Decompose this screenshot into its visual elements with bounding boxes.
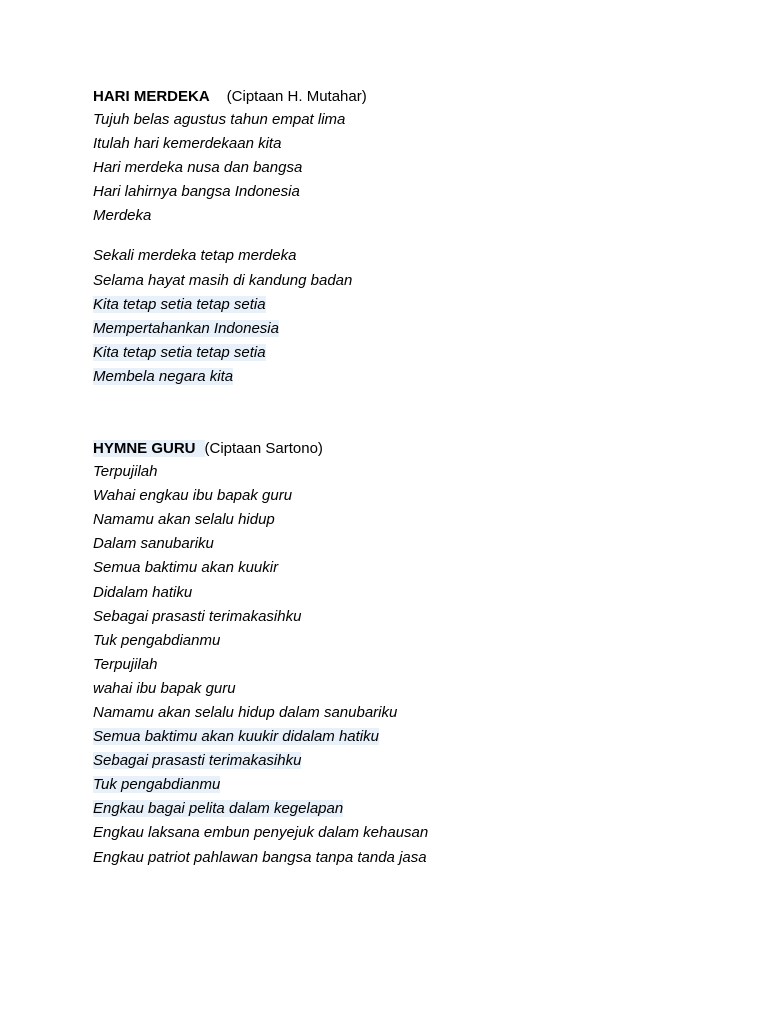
lyric-line: Didalam hatiku (93, 583, 193, 601)
lyric-line: Namamu akan selalu hidup (93, 511, 275, 529)
lyric-line: Mempertahankan Indonesia (93, 319, 279, 337)
lyric-line: Dalam sanubariku (93, 535, 214, 553)
lyric-line: Tuk pengabdianmu (93, 631, 221, 649)
lyric-line: Hari merdeka nusa dan bangsa (93, 159, 303, 177)
song-hari-merdeka (93, 85, 713, 389)
song-credit: (Ciptaan H. Mutahar) (226, 88, 367, 105)
lyric-line: Semua baktimu akan kuukir didalam hatiku (93, 728, 379, 746)
lyric-line: Sekali merdeka tetap merdeka (93, 247, 297, 265)
lyric-line: Terpujilah (93, 463, 158, 481)
song-header (93, 437, 713, 460)
document-page (93, 85, 713, 870)
lyric-line: Engkau bagai pelita dalam kegelapan (93, 800, 344, 818)
lyric-line: Merdeka (93, 207, 152, 225)
lyric-line: Tuk pengabdianmu (93, 776, 221, 794)
lyric-line: Namamu akan selalu hidup dalam sanubariku (93, 703, 398, 721)
lyric-line: Kita tetap setia tetap setia (93, 295, 266, 313)
song-title: HARI MERDEKA (93, 88, 210, 105)
stanza (93, 244, 713, 389)
lyric-line: Semua baktimu akan kuukir (93, 559, 279, 577)
lyric-line: Engkau patriot pahlawan bangsa tanpa tanda jasa (93, 848, 427, 866)
song-title: HYMNE GURU (93, 440, 196, 458)
lyric-line: Tujuh belas agustus tahun empat lima (93, 111, 346, 128)
song-header (93, 85, 713, 108)
lyric-line: Hari lahirnya bangsa Indonesia (93, 183, 300, 201)
song-gap (93, 389, 713, 437)
lyric-line: Itulah hari kemerdekaan kita (93, 135, 282, 153)
lyric-line: Selama hayat masih di kandung badan (93, 271, 353, 289)
lyric-line: wahai ibu bapak guru (93, 679, 236, 697)
lyric-line: Sebagai prasasti terimakasihku (93, 752, 302, 770)
song-credit: (Ciptaan Sartono) (204, 440, 323, 458)
song-hymne-guru (93, 437, 713, 870)
stanza (93, 460, 713, 870)
stanza (93, 108, 713, 228)
lyric-line: Sebagai prasasti terimakasihku (93, 607, 302, 625)
lyric-line: Kita tetap setia tetap setia (93, 343, 266, 361)
lyric-line: Wahai engkau ibu bapak guru (93, 487, 293, 505)
lyric-line: Terpujilah (93, 655, 158, 673)
lyric-line: Engkau laksana embun penyejuk dalam kehausan (93, 824, 429, 842)
stanza-gap (93, 228, 713, 244)
lyric-line: Membela negara kita (93, 367, 234, 385)
